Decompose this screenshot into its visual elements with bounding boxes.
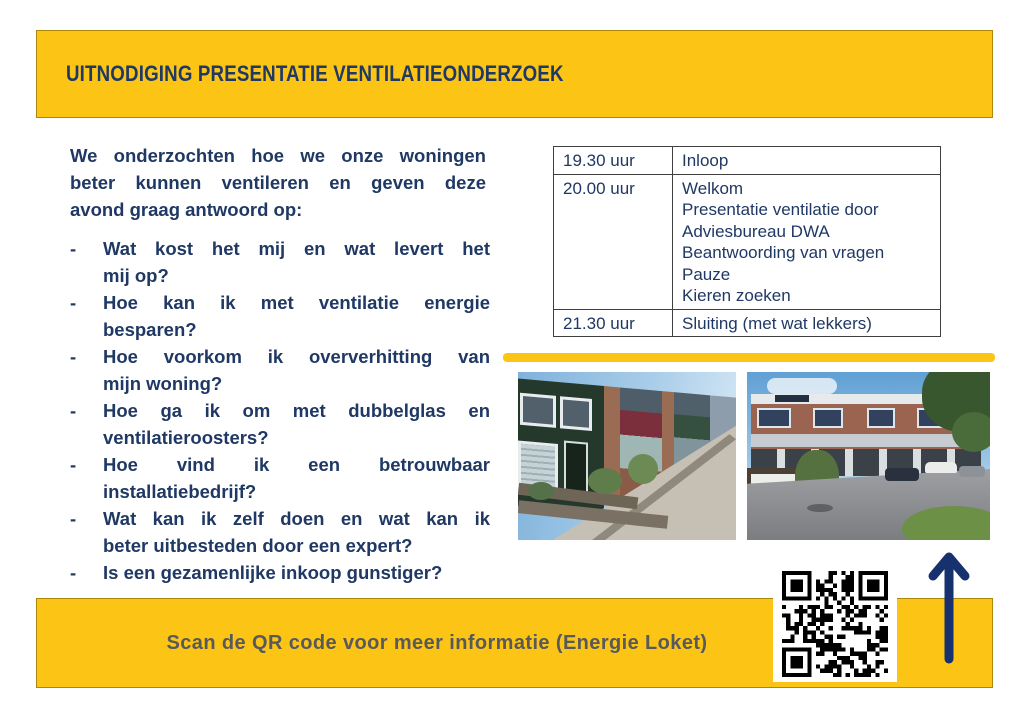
- intro-paragraph: [70, 142, 486, 223]
- intro-line: We onderzochten hoe we onze woningen: [70, 145, 486, 166]
- schedule-table: [553, 146, 941, 337]
- page-title: UITNODIGING PRESENTATIE VENTILATIEONDERZOEK: [66, 61, 564, 86]
- qr-code: [773, 566, 897, 682]
- bullet-marker: -: [70, 454, 77, 475]
- activity-cell: [673, 309, 941, 337]
- activity-line: Beantwoording van vragen: [682, 243, 885, 262]
- list-item: - Wat kan ik zelf doen en wat kan ik beter uitbesteden door een expert?: [70, 505, 490, 559]
- time-cell: 21.30 uur: [554, 309, 673, 337]
- footer-text: Scan de QR code voor meer informatie (Energie Loket): [166, 631, 708, 654]
- header-band: [36, 30, 993, 118]
- activity-cell: [673, 147, 941, 175]
- intro-line: beter kunnen ventileren en geven deze: [70, 172, 486, 193]
- activity-line: Adviesbureau DWA: [682, 221, 830, 241]
- activity-line: Sluiting (met wat lekkers): [682, 313, 872, 333]
- list-item: - Is een gezamenlijke inkoop gunstiger?: [70, 559, 490, 586]
- intro-line: avond graag antwoord op:: [70, 199, 303, 220]
- up-arrow-icon: [926, 546, 972, 668]
- activity-cell: [673, 174, 941, 309]
- photo-right-street: [747, 372, 990, 540]
- activity-line: Pauze: [682, 264, 731, 284]
- bullet-marker: -: [70, 238, 77, 259]
- bullet-marker: -: [70, 292, 77, 313]
- photo-left-houses: [518, 372, 736, 540]
- bullet-marker: -: [70, 346, 77, 367]
- question-list: [70, 235, 490, 586]
- list-item: - Wat kost het mij en wat levert het mij op?: [70, 235, 490, 289]
- activity-line: Presentatie ventilatie door: [682, 200, 879, 219]
- activity-line: Inloop: [682, 151, 729, 170]
- list-item: - Hoe kan ik met ventilatie energie besparen?: [70, 289, 490, 343]
- schedule-row: [554, 174, 941, 309]
- bullet-marker: -: [70, 400, 77, 421]
- schedule-row: [554, 147, 941, 175]
- bullet-marker: -: [70, 562, 77, 583]
- schedule-row: [554, 309, 941, 337]
- time-cell: 19.30 uur: [554, 147, 673, 175]
- activity-line: Welkom: [682, 178, 744, 198]
- bullet-marker: -: [70, 508, 77, 529]
- time-cell: 20.00 uur: [554, 174, 673, 309]
- qr-code-pattern: [782, 571, 888, 677]
- activity-line: Kieren zoeken: [682, 286, 791, 305]
- list-item: - Hoe voorkom ik oververhitting van mijn woning?: [70, 343, 490, 397]
- list-item: - Hoe ga ik om met dubbelglas en ventilatieroosters?: [70, 397, 490, 451]
- list-item: - Hoe vind ik een betrouwbaar installatiebedrijf?: [70, 451, 490, 505]
- yellow-divider: [503, 353, 995, 362]
